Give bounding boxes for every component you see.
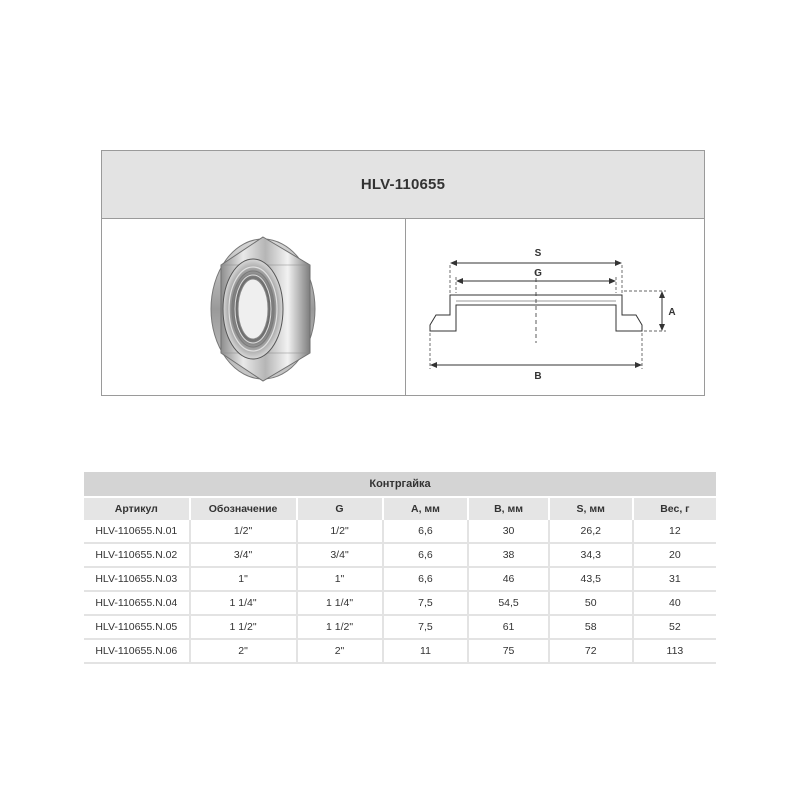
cell-designation: 1 1/4": [190, 591, 297, 615]
cell-s: 43,5: [549, 567, 633, 591]
table-row: [84, 591, 716, 615]
cell-b: 46: [468, 567, 548, 591]
cell-article: HLV-110655.N.04: [84, 591, 190, 615]
cell-b: 54,5: [468, 591, 548, 615]
cell-article: HLV-110655.N.05: [84, 615, 190, 639]
header-s: S, мм: [549, 497, 633, 520]
table-row: [84, 567, 716, 591]
cell-designation: 1": [190, 567, 297, 591]
locknut-photo: [207, 229, 327, 389]
dim-label-a: A: [668, 307, 676, 318]
cell-g: 1 1/2": [297, 615, 383, 639]
cell-article: HLV-110655.N.02: [84, 543, 190, 567]
cell-s: 34,3: [549, 543, 633, 567]
cell-designation: 1 1/2": [190, 615, 297, 639]
cell-a: 11: [383, 639, 469, 663]
cell-weight: 31: [633, 567, 716, 591]
spec-table: [84, 472, 716, 664]
header-b: B, мм: [468, 497, 548, 520]
cell-b: 38: [468, 543, 548, 567]
cell-weight: 113: [633, 639, 716, 663]
table-row: [84, 520, 716, 543]
cell-designation: 2": [190, 639, 297, 663]
cell-g: 1 1/4": [297, 591, 383, 615]
cell-article: HLV-110655.N.03: [84, 567, 190, 591]
cell-b: 61: [468, 615, 548, 639]
cell-a: 7,5: [383, 591, 469, 615]
cell-designation: 1/2": [190, 520, 297, 543]
table-row: [84, 543, 716, 567]
cell-a: 7,5: [383, 615, 469, 639]
dimension-drawing: [420, 235, 690, 385]
cell-article: HLV-110655.N.06: [84, 639, 190, 663]
table-row: [84, 615, 716, 639]
spec-header-row: [84, 497, 716, 520]
cell-g: 1": [297, 567, 383, 591]
header-g: G: [297, 497, 383, 520]
cell-weight: 12: [633, 520, 716, 543]
cell-b: 30: [468, 520, 548, 543]
cell-g: 1/2": [297, 520, 383, 543]
header-weight: Вес, г: [633, 497, 716, 520]
card-divider: [405, 218, 406, 395]
cell-g: 3/4": [297, 543, 383, 567]
cell-g: 2": [297, 639, 383, 663]
product-code-title: HLV-110655: [102, 151, 704, 219]
cell-b: 75: [468, 639, 548, 663]
cell-a: 6,6: [383, 543, 469, 567]
cell-article: HLV-110655.N.01: [84, 520, 190, 543]
dim-label-b: B: [534, 371, 542, 382]
spec-table-caption: Контргайка: [84, 472, 716, 497]
dim-label-s: S: [534, 248, 542, 259]
cell-s: 72: [549, 639, 633, 663]
header-article: Артикул: [84, 497, 190, 520]
cell-a: 6,6: [383, 520, 469, 543]
cell-weight: 20: [633, 543, 716, 567]
table-row: [84, 639, 716, 663]
cell-s: 50: [549, 591, 633, 615]
cell-a: 6,6: [383, 567, 469, 591]
cell-weight: 40: [633, 591, 716, 615]
cell-designation: 3/4": [190, 543, 297, 567]
cell-weight: 52: [633, 615, 716, 639]
cell-s: 58: [549, 615, 633, 639]
header-designation: Обозначение: [190, 497, 297, 520]
dim-label-g: G: [534, 268, 542, 279]
header-a: A, мм: [383, 497, 469, 520]
product-card: [101, 150, 705, 396]
cell-s: 26,2: [549, 520, 633, 543]
